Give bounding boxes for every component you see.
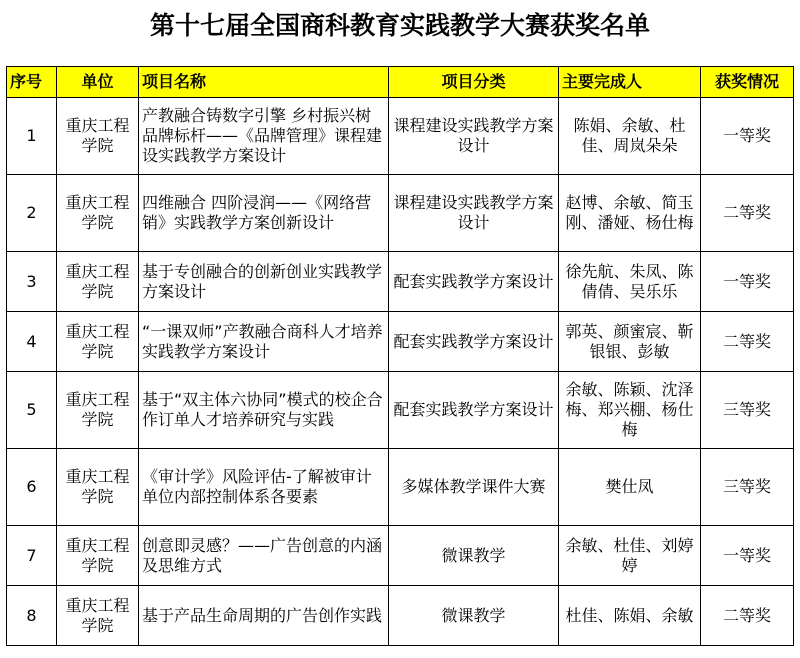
cell-seq: 3 [7,252,57,312]
cell-award: 一等奖 [701,526,794,586]
cell-award: 二等奖 [701,175,794,252]
cell-category: 多媒体教学课件大赛 [389,449,559,526]
header-seq: 序号 [7,67,57,98]
cell-project: 四维融合 四阶浸润——《网络营销》实践教学方案创新设计 [139,175,389,252]
table-row [7,312,794,372]
cell-award: 三等奖 [701,449,794,526]
cell-category: 微课教学 [389,586,559,646]
awards-table [6,66,794,646]
cell-members: 赵博、余敏、简玉刚、潘娅、杨仕梅 [559,175,701,252]
header-members: 主要完成人 [559,67,701,98]
cell-seq: 6 [7,449,57,526]
cell-award: 二等奖 [701,586,794,646]
cell-members: 樊仕凤 [559,449,701,526]
page-title: 第十七届全国商科教育实践教学大赛获奖名单 [149,11,650,40]
table-row [7,586,794,646]
cell-seq: 8 [7,586,57,646]
cell-unit: 重庆工程学院 [57,312,139,372]
cell-category: 配套实践教学方案设计 [389,252,559,312]
cell-seq: 2 [7,175,57,252]
cell-unit: 重庆工程学院 [57,175,139,252]
table-row [7,526,794,586]
cell-members: 余敏、杜佳、刘婷婷 [559,526,701,586]
table-header-row [7,67,794,98]
cell-project: “一课双师”产教融合商科人才培养实践教学方案设计 [139,312,389,372]
cell-award: 一等奖 [701,252,794,312]
cell-seq: 5 [7,372,57,449]
cell-project: 《审计学》风险评估-了解被审计单位内部控制体系各要素 [139,449,389,526]
table-row [7,252,794,312]
cell-members: 余敏、陈颖、沈泽梅、郑兴棚、杨仕梅 [559,372,701,449]
cell-project: 基于“双主体六协同”模式的校企合作订单人才培养研究与实践 [139,372,389,449]
cell-category: 微课教学 [389,526,559,586]
cell-seq: 1 [7,98,57,175]
cell-unit: 重庆工程学院 [57,586,139,646]
cell-members: 陈娟、余敏、杜佳、周岚朵朵 [559,98,701,175]
table-row [7,98,794,175]
cell-unit: 重庆工程学院 [57,252,139,312]
cell-award: 一等奖 [701,98,794,175]
cell-unit: 重庆工程学院 [57,449,139,526]
cell-unit: 重庆工程学院 [57,372,139,449]
cell-category: 配套实践教学方案设计 [389,372,559,449]
table-row [7,175,794,252]
cell-members: 杜佳、陈娟、余敏 [559,586,701,646]
cell-project: 产教融合铸数字引擎 乡村振兴树品牌标杆——《品牌管理》课程建设实践教学方案设计 [139,98,389,175]
header-category: 项目分类 [389,67,559,98]
header-project: 项目名称 [139,67,389,98]
cell-category: 课程建设实践教学方案设计 [389,98,559,175]
header-award: 获奖情况 [701,67,794,98]
table-row [7,449,794,526]
cell-award: 二等奖 [701,312,794,372]
cell-seq: 7 [7,526,57,586]
cell-project: 创意即灵感？——广告创意的内涵及思维方式 [139,526,389,586]
cell-category: 课程建设实践教学方案设计 [389,175,559,252]
header-unit: 单位 [57,67,139,98]
cell-unit: 重庆工程学院 [57,526,139,586]
cell-project: 基于产品生命周期的广告创作实践 [139,586,389,646]
table-row [7,372,794,449]
cell-members: 郭英、颜蜜宸、靳银银、彭敏 [559,312,701,372]
cell-seq: 4 [7,312,57,372]
cell-members: 徐先航、朱凤、陈倩倩、吴乐乐 [559,252,701,312]
cell-unit: 重庆工程学院 [57,98,139,175]
cell-award: 三等奖 [701,372,794,449]
cell-category: 配套实践教学方案设计 [389,312,559,372]
cell-project: 基于专创融合的创新创业实践教学方案设计 [139,252,389,312]
